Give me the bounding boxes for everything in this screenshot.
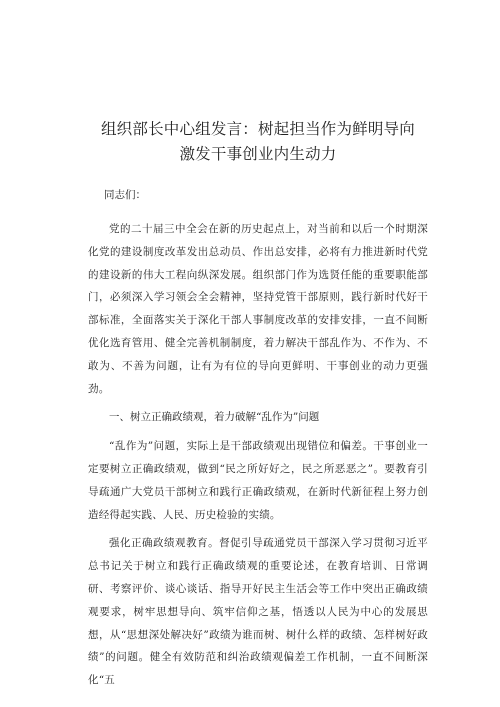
title-line-1: 组织部长中心组发言：树起担当作为鲜明导向 bbox=[100, 120, 415, 138]
title-line-2: 激发干事创业内生动力 bbox=[179, 145, 337, 163]
document-title bbox=[88, 117, 428, 167]
section-heading: 一、树立正确政绩观，着力破解“乱作为”问题 bbox=[109, 411, 320, 424]
body-paragraph: “乱作为”问题，实际上是干部政绩观出现错位和偏差。干事创业一定要树立正确政绩观，做到“民之所好好之，民之所恶恶之”。要教育引导疏通广大党员干部树立和践行正确政绩观，在新时代新征程上努力创造经得起实践、人民、历史检验的实绩。 bbox=[88, 440, 428, 521]
salutation: 同志们： bbox=[104, 189, 146, 201]
body-paragraph: 强化正确政绩观教育。督促引导疏通党员干部深入学习贯彻习近平总书记关于树立和践行正确政绩观的重要论述，在教育培训、日常调研、考察评价、谈心谈话、指导开好民主生活会等工作中突出正确政绩观要求，树牢思想导向、筑牢信仰之基，悟透以人民为中心的发展思想，从“思想深处解决好”政绩为谁而树、树什么样的政绩、怎样树好政绩”的问题。健全有效防范和纠治政绩观偏差工作机制，一直不间断深化“五 bbox=[88, 537, 428, 687]
body-paragraph: 党的二十届三中全会在新的历史起点上，对当前和以后一个时期深化党的建设制度改革发出总动员、作出总安排，必将有力推进新时代党的建设新的伟大工程向纵深发展。组织部门作为选贤任能的重要职能部门，必须深入学习领会全会精神，坚持党管干部原则，践行新时代好干部标准，全面落实关于深化干部人事制度改革的安排安排，一直不间断优化选育管用、健全完善机制制度，着力解决干部乱作为、不作为、不敢为、不善为问题，让有为有位的导向更鲜明、干事创业的动力更强劲。 bbox=[88, 223, 428, 395]
